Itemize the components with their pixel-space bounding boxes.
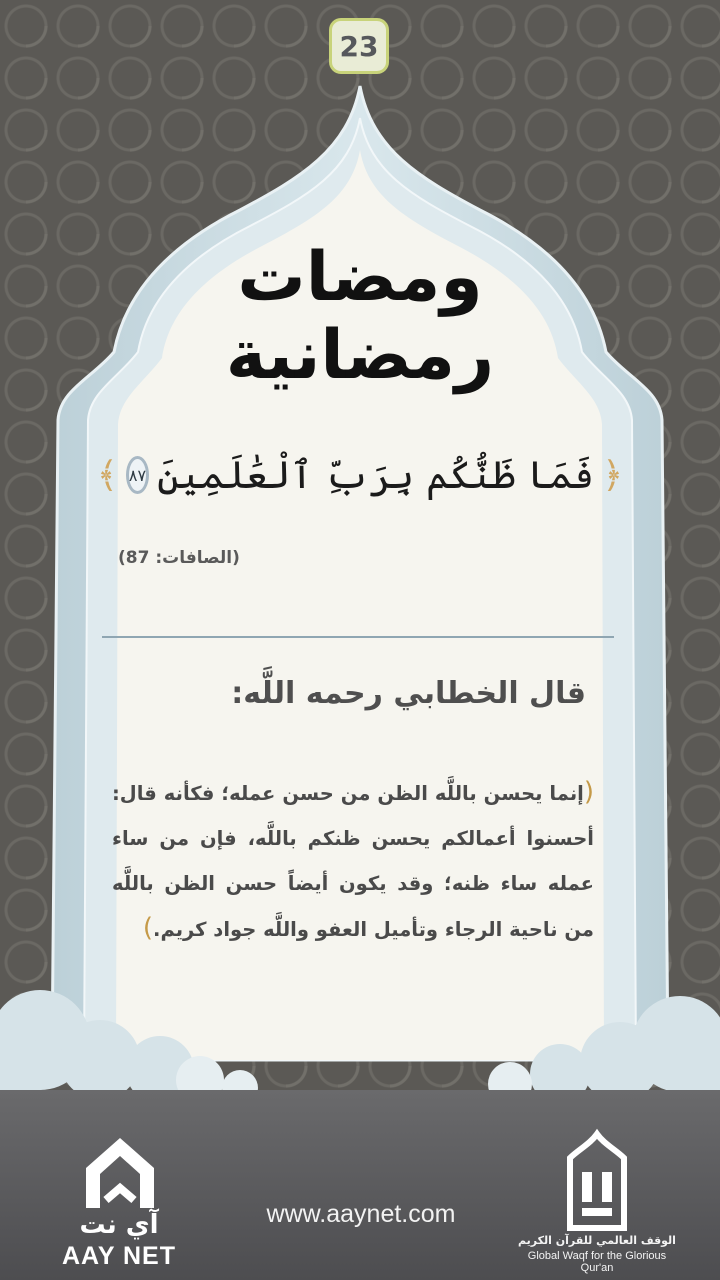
- quote-open-bracket: (: [583, 777, 594, 807]
- quote-text: إنما يحسن باللَّه الظن من حسن عمله؛ فكأنه قال: أحسنوا أعمالكم يحسن ظنكم باللَّه، فإن من ساء عمله ساء ظنه؛ وقد يكون أيضاً حسن الظن باللَّه من ناحية الرجاء وتأميل العفو واللَّه جواد كريم.: [112, 782, 594, 941]
- verse-reference: (الصافات: 87): [118, 548, 240, 568]
- verse-text: فَمَا ظَنُّكُم بِرَبِّ ٱلْعَٰلَمِينَ: [157, 453, 595, 497]
- day-number-badge: 23: [329, 18, 389, 74]
- global-waqf-name-ar: الوقف العالمي للقرآن الكريم: [518, 1234, 676, 1247]
- verse-close-bracket: ﴾: [96, 454, 118, 496]
- website-link[interactable]: www.aaynet.com: [266, 1200, 456, 1228]
- quote-close-bracket: ): [142, 913, 154, 943]
- aaynet-name-ar: آي نت: [79, 1210, 159, 1240]
- verse-number-icon: ٨٧: [126, 456, 149, 494]
- title-line-2: رمضانية: [225, 316, 495, 395]
- global-waqf-name-en: Global Waqf for the Glorious Qur'an: [527, 1250, 667, 1274]
- global-waqf-logo-icon: [512, 1128, 682, 1268]
- quran-verse: [96, 440, 624, 510]
- aaynet-name-en: AAY NET: [62, 1242, 176, 1270]
- quote-body: [112, 770, 594, 952]
- verse-open-bracket: ﴿: [602, 454, 624, 496]
- divider: [102, 636, 614, 638]
- quote-author: قال الخطابي رحمه اللَّه:: [231, 676, 586, 711]
- title-line-1: ومضات: [237, 238, 483, 317]
